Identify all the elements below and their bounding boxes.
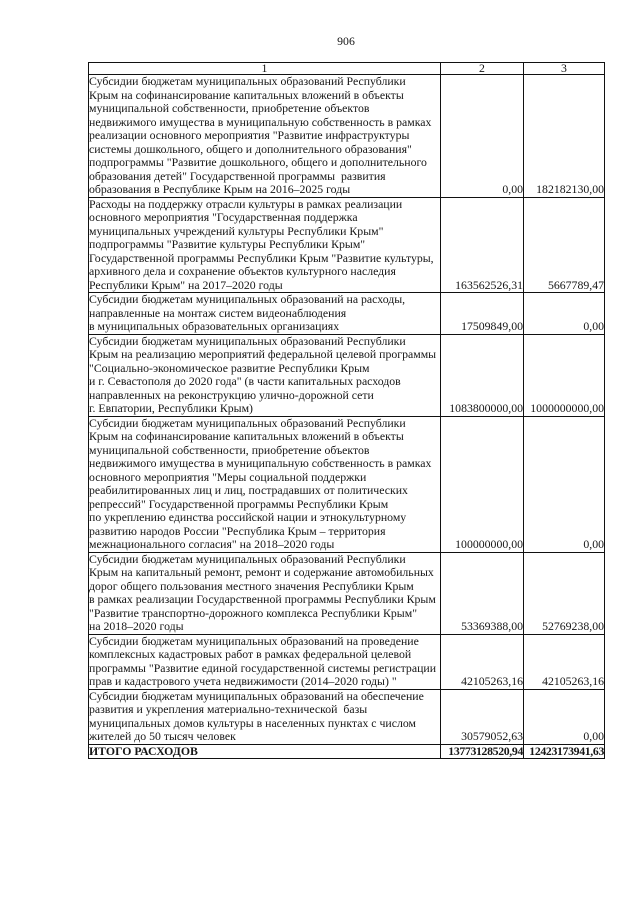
description-line: реализации основного мероприятия "Развитие инфраструктуры (89, 128, 410, 142)
description-line: подпрограммы "Развитие культуры Республики Крым" (89, 237, 366, 251)
description-line: прав и кадастрового учета недвижимости (2014–2020 годы) " (89, 674, 397, 688)
description-line: в муниципальных образовательных организациях (89, 319, 340, 333)
description-line: системы дошкольного, общего и дополнительного образования" (89, 141, 412, 156)
row-description (89, 552, 441, 634)
amount-col3: 1000000000,00 (524, 334, 605, 416)
row-description (89, 75, 441, 198)
description-line: Государственной программы Республики Крым "Развитие культуры, (89, 250, 434, 265)
description-line: "Развитие транспортно-дорожного комплекса Республики Крым" (89, 605, 418, 620)
row-description (89, 293, 441, 335)
description-line: на 2018–2020 годы (89, 619, 184, 633)
page-number: 906 (337, 34, 355, 48)
description-line: муниципальной собственности, приобретение объектов (89, 442, 370, 457)
total-col3: 12423173941,63 (524, 744, 605, 759)
description-line: Субсидии бюджетам муниципальных образований на расходы, (89, 292, 406, 306)
table-row (89, 197, 605, 293)
description-line: и г. Севастополя до 2020 года" (в части капитальных расходов (89, 374, 401, 388)
amount-col3: 5667789,47 (524, 197, 605, 293)
amount-col3: 42105263,16 (524, 634, 605, 689)
description-line: Республики Крым" на 2017–2020 годы (89, 277, 283, 292)
description-line: Расходы на поддержку отрасли культуры в рамках реализации (89, 196, 403, 211)
table-row (89, 416, 605, 552)
description-line: Субсидии бюджетам муниципальных образований на проведение (89, 633, 419, 648)
description-line: по укреплению единства российской нации и этнокультурному (89, 510, 407, 524)
description-line: Субсидии бюджетам муниципальных образований Республики (89, 74, 406, 88)
description-line: направленных на реконструкцию улично-дорожной сети (89, 387, 374, 402)
amount-col2: 163562526,31 (441, 197, 524, 293)
description-line: недвижимого имущества в муниципальную собственность в рамках (89, 114, 432, 129)
header-col-2: 2 (441, 63, 524, 75)
amount-col2: 1083800000,00 (441, 334, 524, 416)
description-line: направленные на монтаж систем видеонаблюдения (89, 305, 347, 320)
amount-col3: 0,00 (524, 689, 605, 744)
description-line: Субсидии бюджетам муниципальных образований на обеспечение (89, 688, 424, 703)
description-line: Крым на капитальный ремонт, ремонт и содержание автомобильных (89, 565, 434, 579)
table-body (89, 75, 605, 745)
amount-col2: 53369388,00 (441, 552, 524, 634)
description-line: реабилитированных лиц и лиц, пострадавших от политических (89, 483, 408, 497)
table-footer (89, 744, 605, 759)
description-line: Субсидии бюджетам муниципальных образований Республики (89, 333, 406, 348)
description-line: муниципальной собственности, приобретение объектов (89, 101, 370, 115)
description-line: Крым на реализацию мероприятий федеральной целевой программы (89, 347, 437, 361)
description-line: Крым на софинансирование капитальных вложений в объекты (89, 429, 404, 443)
total-label: ИТОГО РАСХОДОВ (89, 744, 441, 759)
description-line: дорог общего пользования местного значения Республики Крым (89, 578, 414, 593)
table-row (89, 334, 605, 416)
description-line: жителей до 50 тысяч человек (89, 729, 236, 743)
row-description (89, 634, 441, 689)
amount-col3: 52769238,00 (524, 552, 605, 634)
description-line: развитию народов России "Республика Крым – территория (89, 523, 386, 538)
row-description (89, 416, 441, 552)
header-row (89, 63, 605, 75)
row-description (89, 197, 441, 293)
description-line: программы "Развитие единой государственной системы регистрации (89, 660, 437, 675)
description-line: муниципальных учреждений культуры Республики Крым" (89, 223, 384, 238)
description-line: Субсидии бюджетам муниципальных образований Республики (89, 551, 406, 566)
description-line: репрессий" Государственной программы Республики Крым (89, 496, 389, 511)
header-col-3: 3 (524, 63, 605, 75)
description-line: основного мероприятия "Меры социальной поддержки (89, 469, 367, 484)
description-line: недвижимого имущества в муниципальную собственность в рамках (89, 456, 432, 470)
description-line: основного мероприятия "Государственная поддержка (89, 210, 358, 224)
description-line: образования детей" Государственной программы развития (89, 168, 386, 183)
table-header (89, 63, 605, 75)
description-line: образования в Республике Крым на 2016–2025 годы (89, 182, 351, 196)
description-line: Субсидии бюджетам муниципальных образований Республики (89, 415, 406, 430)
amount-col3: 0,00 (524, 293, 605, 335)
row-description (89, 689, 441, 744)
amount-col2: 30579052,63 (441, 689, 524, 744)
budget-table (88, 62, 605, 759)
description-line: подпрограммы "Развитие дошкольного, общего и дополнительного (89, 155, 427, 169)
amount-col2: 0,00 (441, 75, 524, 198)
table-row (89, 293, 605, 335)
table-row (89, 689, 605, 744)
amount-col2: 100000000,00 (441, 416, 524, 552)
total-col2: 13773128520,94 (441, 744, 524, 759)
description-line: г. Евпатории, Республики Крым) (89, 401, 253, 415)
row-description (89, 334, 441, 416)
header-col-1: 1 (89, 63, 441, 75)
description-line: архивного дела и сохранение объектов культурного наследия (89, 264, 396, 278)
amount-col2: 17509849,00 (441, 293, 524, 335)
amount-col3: 0,00 (524, 416, 605, 552)
table-row (89, 75, 605, 198)
table-row (89, 552, 605, 634)
amount-col3: 182182130,00 (524, 75, 605, 198)
table-row (89, 634, 605, 689)
description-line: развития и укрепления материально-технической базы (89, 702, 368, 716)
description-line: "Социально-экономическое развитие Республики Крым (89, 360, 370, 375)
description-line: муниципальных домов культуры в населенных пунктах с числом (89, 715, 417, 730)
description-line: межнационального согласия" на 2018–2020 годы (89, 537, 335, 551)
description-line: Крым на софинансирование капитальных вложений в объекты (89, 87, 404, 102)
description-line: в рамках реализации Государственной программы Республики Крым (89, 592, 436, 606)
total-row (89, 744, 605, 759)
description-line: комплексных кадастровых работ в рамках федеральной целевой (89, 647, 412, 661)
amount-col2: 42105263,16 (441, 634, 524, 689)
